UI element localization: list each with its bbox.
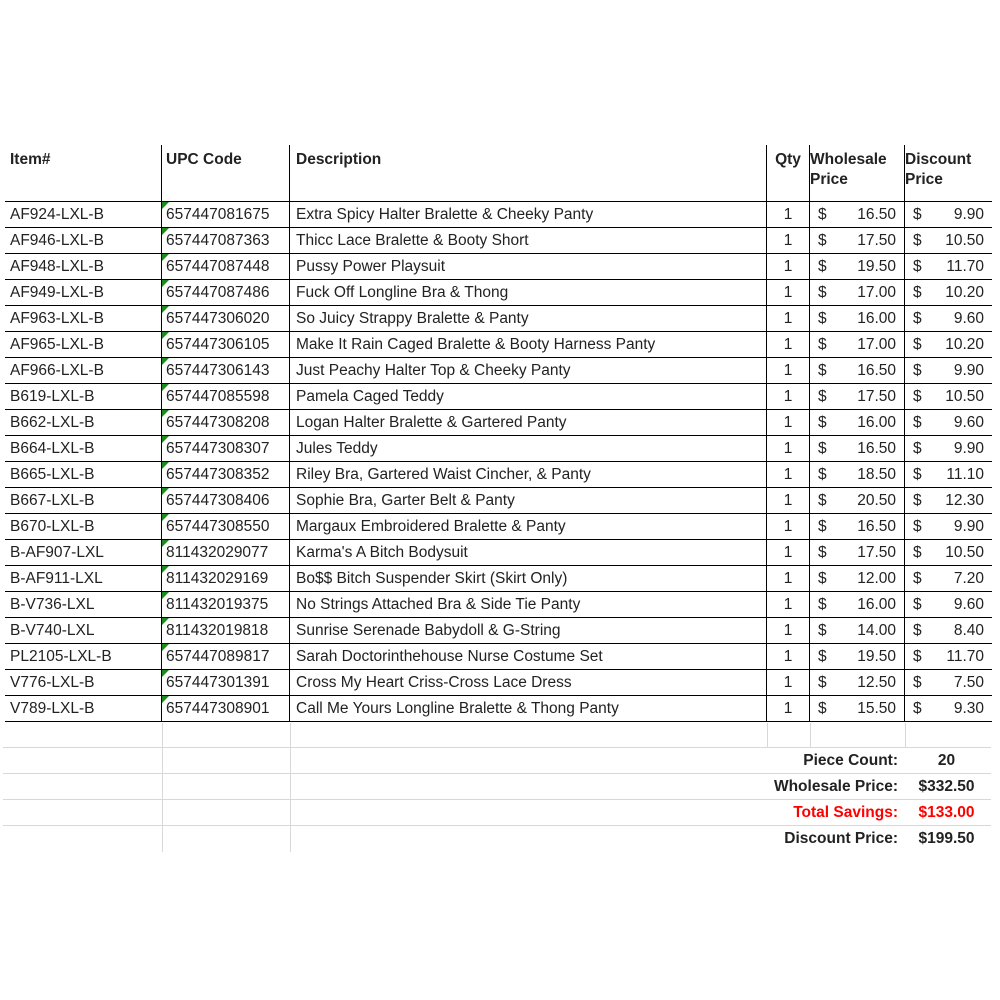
discount-price-value: 10.20 <box>945 336 984 353</box>
currency-symbol: $ <box>818 284 827 301</box>
table-row <box>5 514 992 540</box>
wholesale-price-cell <box>810 410 905 435</box>
upc-code-cell <box>162 384 290 409</box>
wholesale-price-cell <box>810 644 905 669</box>
wholesale-price-value: 18.50 <box>857 466 896 483</box>
currency-symbol: $ <box>818 622 827 639</box>
qty-cell: 1 <box>767 228 810 253</box>
currency-symbol: $ <box>913 258 922 275</box>
currency-symbol: $ <box>818 518 827 535</box>
discount-price-cell <box>905 358 992 383</box>
table-row <box>5 540 992 566</box>
discount-price-cell <box>905 540 992 565</box>
table-row <box>5 228 992 254</box>
upc-code-value: 657447308406 <box>166 492 270 509</box>
item-number-cell: PL2105-LXL-B <box>5 644 162 669</box>
green-triangle-icon <box>162 566 169 573</box>
item-number-cell: B665-LXL-B <box>5 462 162 487</box>
item-number-cell: AF946-LXL-B <box>5 228 162 253</box>
column-header-discount-price: Discount Price <box>905 151 972 188</box>
wholesale-price-value: 15.50 <box>857 700 896 717</box>
currency-symbol: $ <box>818 258 827 275</box>
table-row <box>5 254 992 280</box>
wholesale-price-value: 16.00 <box>857 596 896 613</box>
discount-price-value: 7.20 <box>953 570 984 587</box>
currency-symbol: $ <box>818 362 827 379</box>
upc-code-value: 657447308352 <box>166 466 270 483</box>
green-triangle-icon <box>162 410 169 417</box>
discount-price-cell <box>905 436 992 461</box>
currency-symbol: $ <box>913 596 922 613</box>
qty-cell: 1 <box>767 670 810 695</box>
item-number-cell: V789-LXL-B <box>5 696 162 721</box>
wholesale-price-cell <box>810 540 905 565</box>
column-header-wholesale-price: Wholesale Price <box>810 145 905 201</box>
green-triangle-icon <box>162 540 169 547</box>
gridline <box>767 723 768 748</box>
discount-price-value: 10.50 <box>945 544 984 561</box>
summary-label: Discount Price: <box>784 830 898 847</box>
summary-label: Piece Count: <box>803 752 898 769</box>
discount-price-cell <box>905 618 992 643</box>
currency-symbol: $ <box>818 466 827 483</box>
upc-code-value: 657447306105 <box>166 336 270 353</box>
currency-symbol: $ <box>913 440 922 457</box>
upc-code-cell <box>162 280 290 305</box>
currency-symbol: $ <box>818 570 827 587</box>
upc-code-value: 657447081675 <box>166 206 270 223</box>
wholesale-price-value: 20.50 <box>857 492 896 509</box>
qty-cell: 1 <box>767 410 810 435</box>
upc-code-cell <box>162 410 290 435</box>
wholesale-price-value: 16.00 <box>857 414 896 431</box>
wholesale-price-cell <box>810 514 905 539</box>
column-header-upc: UPC Code <box>162 145 290 201</box>
qty-cell: 1 <box>767 254 810 279</box>
green-triangle-icon <box>162 332 169 339</box>
wholesale-price-value: 12.00 <box>857 570 896 587</box>
wholesale-price-value: 19.50 <box>857 258 896 275</box>
wholesale-price-cell <box>810 462 905 487</box>
column-header-qty: Qty <box>767 145 810 201</box>
currency-symbol: $ <box>818 544 827 561</box>
currency-symbol: $ <box>913 414 922 431</box>
green-triangle-icon <box>162 644 169 651</box>
qty-cell: 1 <box>767 540 810 565</box>
discount-price-value: 10.20 <box>945 284 984 301</box>
upc-code-value: 657447085598 <box>166 388 270 405</box>
currency-symbol: $ <box>913 492 922 509</box>
wholesale-price-cell <box>810 488 905 513</box>
discount-price-cell <box>905 228 992 253</box>
wholesale-price-value: 16.50 <box>857 362 896 379</box>
summary-row-discount-price <box>5 826 990 852</box>
price-table <box>5 145 992 722</box>
wholesale-price-cell <box>810 254 905 279</box>
currency-symbol: $ <box>913 570 922 587</box>
currency-symbol: $ <box>818 700 827 717</box>
discount-price-value: 9.90 <box>953 440 984 457</box>
table-row <box>5 410 992 436</box>
upc-code-value: 657447308550 <box>166 518 270 535</box>
summary-value: $332.50 <box>918 778 975 795</box>
description-cell: Bo$$ Bitch Suspender Skirt (Skirt Only) <box>290 566 767 591</box>
wholesale-price-cell <box>810 592 905 617</box>
green-triangle-icon <box>162 384 169 391</box>
table-row <box>5 332 992 358</box>
item-number-cell: B-V740-LXL <box>5 618 162 643</box>
qty-cell: 1 <box>767 202 810 227</box>
wholesale-price-value: 19.50 <box>857 648 896 665</box>
wholesale-price-cell <box>810 436 905 461</box>
discount-price-value: 11.70 <box>946 258 984 275</box>
discount-price-cell <box>905 332 992 357</box>
currency-symbol: $ <box>818 492 827 509</box>
description-cell: Cross My Heart Criss-Cross Lace Dress <box>290 670 767 695</box>
item-number-cell: B664-LXL-B <box>5 436 162 461</box>
upc-code-cell <box>162 514 290 539</box>
upc-code-value: 657447308307 <box>166 440 270 457</box>
qty-cell: 1 <box>767 306 810 331</box>
discount-price-value: 7.50 <box>953 674 984 691</box>
discount-price-cell <box>905 462 992 487</box>
qty-cell: 1 <box>767 462 810 487</box>
wholesale-price-value: 12.50 <box>857 674 896 691</box>
currency-symbol: $ <box>913 544 922 561</box>
wholesale-price-cell <box>810 384 905 409</box>
description-cell: Just Peachy Halter Top & Cheeky Panty <box>290 358 767 383</box>
wholesale-price-value: 16.50 <box>857 518 896 535</box>
qty-cell: 1 <box>767 566 810 591</box>
wholesale-price-value: 17.50 <box>857 232 896 249</box>
upc-code-value: 811432029077 <box>166 544 269 561</box>
table-row <box>5 462 992 488</box>
column-header-item: Item# <box>5 145 162 201</box>
green-triangle-icon <box>162 436 169 443</box>
wholesale-price-cell <box>810 306 905 331</box>
discount-price-cell <box>905 644 992 669</box>
discount-price-value: 11.10 <box>946 466 984 483</box>
upc-code-cell <box>162 228 290 253</box>
discount-price-value: 9.60 <box>953 310 984 327</box>
upc-code-cell <box>162 670 290 695</box>
table-row <box>5 696 992 722</box>
summary-row-piece-count <box>5 748 990 774</box>
item-number-cell: AF949-LXL-B <box>5 280 162 305</box>
upc-code-cell <box>162 488 290 513</box>
table-row <box>5 384 992 410</box>
wholesale-price-value: 17.00 <box>857 284 896 301</box>
item-number-cell: B-V736-LXL <box>5 592 162 617</box>
upc-code-value: 657447087448 <box>166 258 270 275</box>
green-triangle-icon <box>162 358 169 365</box>
currency-symbol: $ <box>818 648 827 665</box>
wholesale-price-value: 17.50 <box>857 544 896 561</box>
item-number-cell: AF948-LXL-B <box>5 254 162 279</box>
item-number-cell: B670-LXL-B <box>5 514 162 539</box>
table-row <box>5 566 992 592</box>
description-cell: Karma's A Bitch Bodysuit <box>290 540 767 565</box>
upc-code-value: 811432019818 <box>166 622 269 639</box>
description-cell: Sunrise Serenade Babydoll & G-String <box>290 618 767 643</box>
upc-code-cell <box>162 618 290 643</box>
currency-symbol: $ <box>913 310 922 327</box>
item-number-cell: B662-LXL-B <box>5 410 162 435</box>
discount-price-value: 9.90 <box>953 362 984 379</box>
currency-symbol: $ <box>913 518 922 535</box>
currency-symbol: $ <box>913 700 922 717</box>
currency-symbol: $ <box>913 674 922 691</box>
wholesale-price-value: 17.00 <box>857 336 896 353</box>
description-cell: Pussy Power Playsuit <box>290 254 767 279</box>
description-cell: Riley Bra, Gartered Waist Cincher, & Panty <box>290 462 767 487</box>
discount-price-cell <box>905 566 992 591</box>
summary-row-total-savings <box>5 800 990 826</box>
currency-symbol: $ <box>818 674 827 691</box>
item-number-cell: B619-LXL-B <box>5 384 162 409</box>
table-row <box>5 592 992 618</box>
wholesale-price-cell <box>810 280 905 305</box>
discount-price-cell <box>905 696 992 721</box>
upc-code-value: 811432029169 <box>166 570 269 587</box>
upc-code-value: 657447306143 <box>166 362 270 379</box>
item-number-cell: B-AF911-LXL <box>5 566 162 591</box>
green-triangle-icon <box>162 618 169 625</box>
currency-symbol: $ <box>818 596 827 613</box>
discount-price-cell <box>905 202 992 227</box>
upc-code-cell <box>162 254 290 279</box>
description-cell: Logan Halter Bralette & Gartered Panty <box>290 410 767 435</box>
item-number-cell: AF966-LXL-B <box>5 358 162 383</box>
discount-price-cell <box>905 488 992 513</box>
upc-code-value: 657447308901 <box>166 700 270 717</box>
table-row <box>5 280 992 306</box>
green-triangle-icon <box>162 462 169 469</box>
currency-symbol: $ <box>818 206 827 223</box>
green-triangle-icon <box>162 306 169 313</box>
discount-price-cell <box>905 670 992 695</box>
summary-row-wholesale-price <box>5 774 990 800</box>
upc-code-cell <box>162 202 290 227</box>
discount-price-value: 9.90 <box>953 206 984 223</box>
discount-price-value: 9.90 <box>953 518 984 535</box>
green-triangle-icon <box>162 488 169 495</box>
upc-code-value: 657447301391 <box>166 674 270 691</box>
wholesale-price-value: 17.50 <box>857 388 896 405</box>
description-cell: Sarah Doctorinthehouse Nurse Costume Set <box>290 644 767 669</box>
qty-cell: 1 <box>767 644 810 669</box>
discount-price-value: 10.50 <box>945 232 984 249</box>
wholesale-price-cell <box>810 332 905 357</box>
wholesale-price-cell <box>810 618 905 643</box>
qty-cell: 1 <box>767 696 810 721</box>
discount-price-value: 8.40 <box>953 622 984 639</box>
discount-price-value: 12.30 <box>945 492 984 509</box>
currency-symbol: $ <box>913 362 922 379</box>
currency-symbol: $ <box>818 336 827 353</box>
upc-code-cell <box>162 332 290 357</box>
upc-code-cell <box>162 566 290 591</box>
qty-cell: 1 <box>767 618 810 643</box>
upc-code-value: 657447308208 <box>166 414 270 431</box>
item-number-cell: B667-LXL-B <box>5 488 162 513</box>
description-cell: No Strings Attached Bra & Side Tie Panty <box>290 592 767 617</box>
discount-price-value: 9.30 <box>953 700 984 717</box>
item-number-cell: B-AF907-LXL <box>5 540 162 565</box>
wholesale-price-value: 16.00 <box>857 310 896 327</box>
currency-symbol: $ <box>913 232 922 249</box>
gridline <box>905 723 906 748</box>
upc-code-cell <box>162 644 290 669</box>
qty-cell: 1 <box>767 488 810 513</box>
currency-symbol: $ <box>913 466 922 483</box>
qty-cell: 1 <box>767 332 810 357</box>
table-row <box>5 618 992 644</box>
wholesale-price-value: 16.50 <box>857 206 896 223</box>
wholesale-price-cell <box>810 228 905 253</box>
upc-code-cell <box>162 696 290 721</box>
upc-code-value: 657447089817 <box>166 648 270 665</box>
discount-price-cell <box>905 410 992 435</box>
table-row <box>5 488 992 514</box>
description-cell: Fuck Off Longline Bra & Thong <box>290 280 767 305</box>
wholesale-price-cell <box>810 202 905 227</box>
summary-value: $199.50 <box>918 830 975 847</box>
summary-label: Total Savings: <box>793 804 898 821</box>
upc-code-cell <box>162 436 290 461</box>
green-triangle-icon <box>162 514 169 521</box>
discount-price-cell <box>905 306 992 331</box>
table-row <box>5 436 992 462</box>
qty-cell: 1 <box>767 384 810 409</box>
description-cell: So Juicy Strappy Bralette & Panty <box>290 306 767 331</box>
qty-cell: 1 <box>767 436 810 461</box>
wholesale-price-cell <box>810 696 905 721</box>
upc-code-value: 657447306020 <box>166 310 270 327</box>
currency-symbol: $ <box>818 388 827 405</box>
table-row <box>5 358 992 384</box>
discount-price-cell <box>905 254 992 279</box>
green-triangle-icon <box>162 592 169 599</box>
table-row <box>5 202 992 228</box>
green-triangle-icon <box>162 280 169 287</box>
upc-code-cell <box>162 306 290 331</box>
discount-price-value: 10.50 <box>945 388 984 405</box>
currency-symbol: $ <box>913 622 922 639</box>
qty-cell: 1 <box>767 358 810 383</box>
summary-value: 20 <box>937 752 956 769</box>
item-number-cell: V776-LXL-B <box>5 670 162 695</box>
wholesale-price-cell <box>810 358 905 383</box>
currency-symbol: $ <box>818 310 827 327</box>
column-header-description: Description <box>290 145 767 201</box>
description-cell: Pamela Caged Teddy <box>290 384 767 409</box>
wholesale-price-value: 14.00 <box>857 622 896 639</box>
green-triangle-icon <box>162 670 169 677</box>
green-triangle-icon <box>162 696 169 703</box>
wholesale-price-cell <box>810 670 905 695</box>
table-header-row <box>5 145 992 202</box>
currency-symbol: $ <box>913 284 922 301</box>
description-cell: Call Me Yours Longline Bralette & Thong Panty <box>290 696 767 721</box>
summary-label: Wholesale Price: <box>773 778 898 795</box>
description-cell: Jules Teddy <box>290 436 767 461</box>
table-row <box>5 644 992 670</box>
upc-code-cell <box>162 540 290 565</box>
discount-price-value: 9.60 <box>953 414 984 431</box>
upc-code-value: 811432019375 <box>166 596 269 613</box>
currency-symbol: $ <box>913 206 922 223</box>
upc-code-cell <box>162 462 290 487</box>
summary-value: $133.00 <box>918 804 975 821</box>
qty-cell: 1 <box>767 592 810 617</box>
gridline <box>810 723 811 748</box>
order-summary <box>5 748 990 852</box>
wholesale-price-value: 16.50 <box>857 440 896 457</box>
wholesale-price-cell <box>810 566 905 591</box>
qty-cell: 1 <box>767 280 810 305</box>
green-triangle-icon <box>162 254 169 261</box>
currency-symbol: $ <box>818 232 827 249</box>
table-row <box>5 670 992 696</box>
item-number-cell: AF963-LXL-B <box>5 306 162 331</box>
upc-code-cell <box>162 358 290 383</box>
description-cell: Thicc Lace Bralette & Booty Short <box>290 228 767 253</box>
discount-price-cell <box>905 514 992 539</box>
description-cell: Make It Rain Caged Bralette & Booty Harness Panty <box>290 332 767 357</box>
upc-code-value: 657447087363 <box>166 232 270 249</box>
table-row <box>5 306 992 332</box>
description-cell: Margaux Embroidered Bralette & Panty <box>290 514 767 539</box>
upc-code-value: 657447087486 <box>166 284 270 301</box>
discount-price-cell <box>905 592 992 617</box>
description-cell: Extra Spicy Halter Bralette & Cheeky Panty <box>290 202 767 227</box>
item-number-cell: AF965-LXL-B <box>5 332 162 357</box>
currency-symbol: $ <box>818 414 827 431</box>
green-triangle-icon <box>162 202 169 209</box>
currency-symbol: $ <box>913 388 922 405</box>
discount-price-value: 11.70 <box>946 648 984 665</box>
upc-code-cell <box>162 592 290 617</box>
discount-price-cell <box>905 384 992 409</box>
green-triangle-icon <box>162 228 169 235</box>
currency-symbol: $ <box>818 440 827 457</box>
currency-symbol: $ <box>913 336 922 353</box>
qty-cell: 1 <box>767 514 810 539</box>
currency-symbol: $ <box>913 648 922 665</box>
discount-price-value: 9.60 <box>953 596 984 613</box>
item-number-cell: AF924-LXL-B <box>5 202 162 227</box>
discount-price-cell <box>905 280 992 305</box>
description-cell: Sophie Bra, Garter Belt & Panty <box>290 488 767 513</box>
